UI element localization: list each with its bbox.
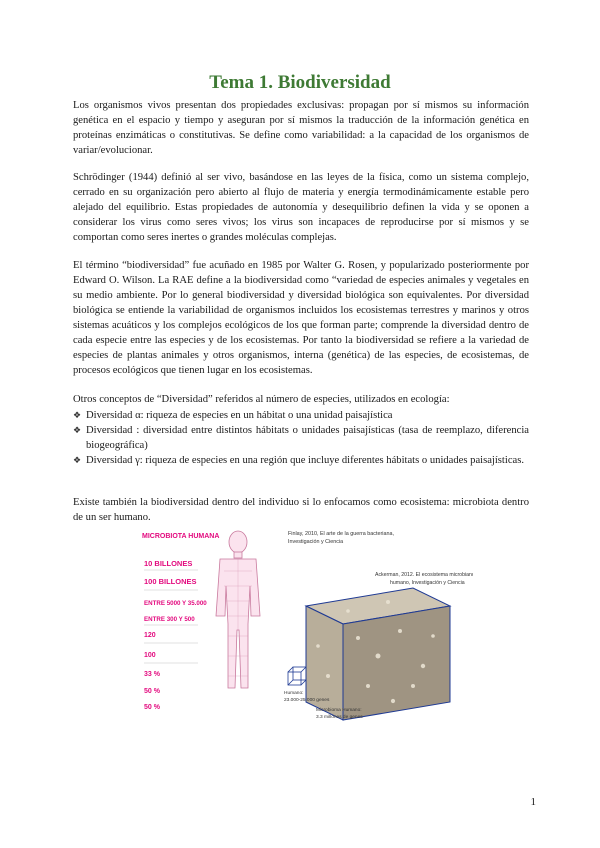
paragraph-schrodinger: Schrödinger (1944) definió al ser vivo, basándose en las leyes de la física, como un sistema complejo, cerrado en su organización pero abierto al flujo de materia y energía termodinámicamente estable pero alejado del equilibrio. Estas propiedades de autonomía y desequilibrio definen la vida y se oponen a considerar los virus como seres vivos; los virus son incapaces de reproducirse por sí mismos y se comportan como seres inertes o grandes moléculas complejas. bbox=[73, 172, 529, 243]
paragraph-microbiota: Existe también la biodiversidad dentro del individuo si lo enfocamos como ecosistema: microbiota dentro de un ser humano. bbox=[73, 497, 529, 523]
stat-100: 100 bbox=[144, 652, 156, 659]
stat-120: 120 bbox=[144, 632, 156, 639]
paragraph-intro: Los organismos vivos presentan dos propiedades exclusivas: propagan por sí mismos su información genética en el espacio y tiempo y aseguran por sí mismos la traducción de la información genética en proteínas enzimáticas o constitutivas. Se define como variabilidad: a la capacidad de los organismos de variar/evolucionar. bbox=[73, 100, 529, 156]
diversity-list bbox=[73, 408, 529, 468]
caption-finlay-line2: Investigación y Ciencia bbox=[288, 539, 344, 545]
infographic-title: MICROBIOTA HUMANA bbox=[142, 533, 220, 540]
microbiota-figure bbox=[138, 526, 473, 724]
list-item-text: Diversidad : diversidad entre distintos hábitats o unidades paisajísticas (tasa de reemplazo, diferencia biogeográfica) bbox=[86, 425, 529, 451]
microbiome-genes-label-line2: 3.3 millones de genes bbox=[316, 715, 363, 720]
caption-finlay-line1: Finlay, 2010, El arte de la guerra bacteriana, bbox=[288, 531, 394, 537]
list-item bbox=[73, 408, 529, 423]
microbiome-genes-label-line1: Microbioma Humano: bbox=[316, 708, 362, 713]
stat-50-b: 50 % bbox=[144, 704, 160, 711]
stat-especies-5000: ENTRE 5000 Y 35.000 bbox=[144, 600, 207, 607]
page-title: Tema 1. Biodiversidad bbox=[209, 72, 391, 93]
caption-ackerman-line2: humano, Investigación y Ciencia bbox=[390, 580, 465, 586]
stat-10-billones: 10 BILLONES bbox=[144, 559, 193, 568]
stat-especies-300: ENTRE 300 Y 500 bbox=[144, 616, 195, 623]
list-item bbox=[73, 423, 529, 453]
infographic-stats bbox=[144, 559, 207, 711]
human-genes-label-line1: Humano: bbox=[284, 691, 304, 696]
stat-50-a: 50 % bbox=[144, 688, 160, 695]
list-item-text: Diversidad γ: riqueza de especies en una región que incluye diferentes hábitats o unidades paisajísticas. bbox=[86, 455, 524, 466]
page-number: 1 bbox=[530, 796, 536, 808]
bullet-icon: ❖ bbox=[73, 455, 82, 465]
paragraph-diversidad-intro: Otros conceptos de “Diversidad” referidos al número de especies, utilizados en ecología: bbox=[73, 394, 450, 405]
human-genes-label-line2: 23.000-25.000 genes bbox=[284, 698, 330, 703]
stat-100-billones: 100 BILLONES bbox=[144, 577, 197, 586]
stat-33: 33 % bbox=[144, 671, 160, 678]
list-item bbox=[73, 453, 529, 468]
human-genome-cube bbox=[288, 667, 306, 685]
microbiota-figure-svg bbox=[138, 526, 473, 724]
caption-ackerman-line1: Ackerman, 2012. El ecosistema microbiano bbox=[375, 572, 473, 578]
paragraph-biodiversidad: El término “biodiversidad” fue acuñado en 1985 por Walter G. Rosen, y popularizado posteriormente por Edward O. Wilson. La RAE define a la biodiversidad como “variedad de especies animales y vegetales en su medio ambiente. Por lo general biodiversidad y diversidad biológica son equivalentes. Por diversidad biológica se entiende la variabilidad de organismos incluidos los ecosistemas terrestres y marinos y otros sistemas acuáticos y los complejos ecológicos de los que forman parte; comprende la diversidad dentro de cada especie entre las especies y de los ecosistemas. Por tanto la biodiversidad se refiere a la variedad de especies de plantas animales y otros organismos, interna (genética) de las especies, de ecosistemas, de procesos ecológicos que tienen lugar en los ecosistemas. bbox=[73, 260, 529, 376]
bullet-icon: ❖ bbox=[73, 425, 82, 435]
list-item-text: Diversidad α: riqueza de especies en un hábitat o una unidad paisajística bbox=[86, 410, 393, 421]
bullet-icon: ❖ bbox=[73, 410, 82, 420]
